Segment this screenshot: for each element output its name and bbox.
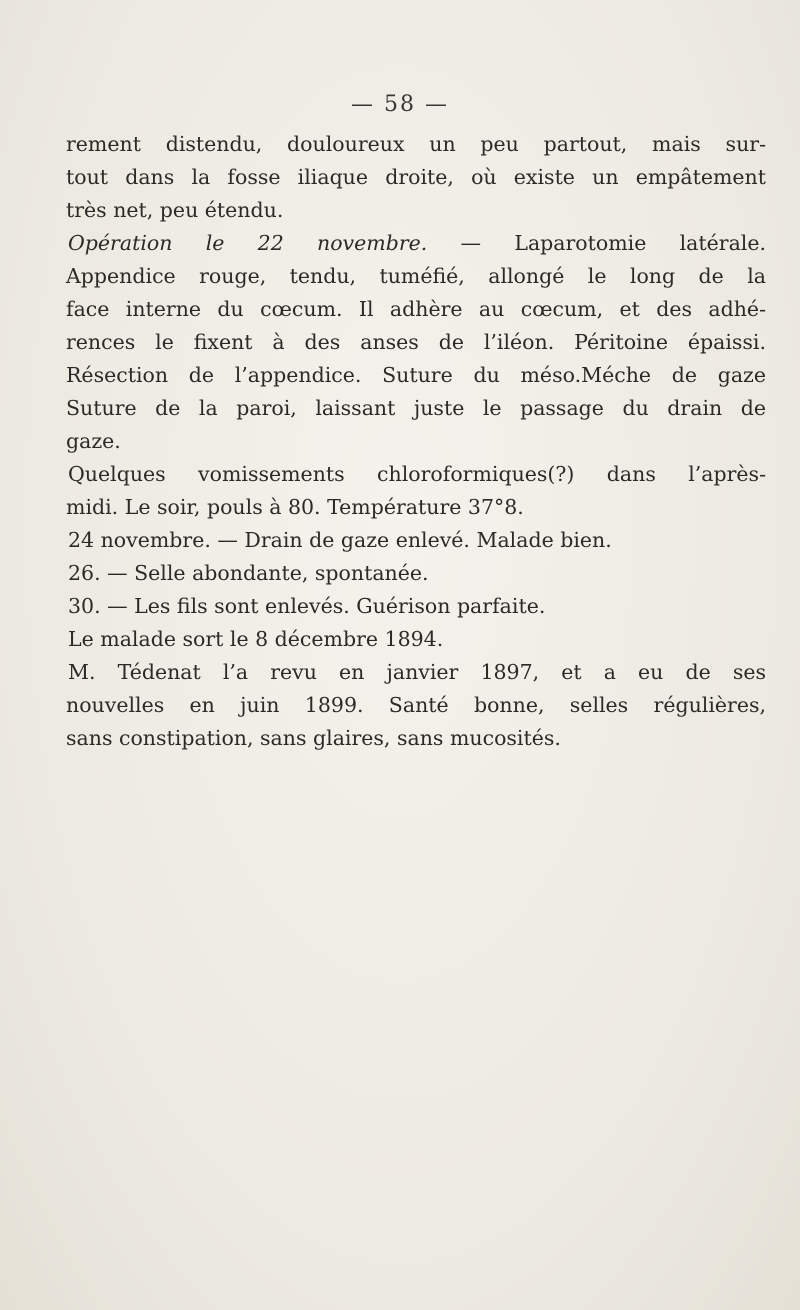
text-line-3: très net, peu étendu. bbox=[66, 198, 284, 222]
text-line-7: rences le fixent à des anses de l’iléon. Péritoine épaissi. bbox=[66, 330, 766, 354]
text-line-4 bbox=[66, 227, 766, 260]
text-line-11: Quelques vomissements chloroformiques(?) dans l’après- bbox=[68, 462, 766, 486]
text-line-19: sans constipation, sans glaires, sans mucosités. bbox=[66, 726, 561, 750]
text-line-5: Appendice rouge, tendu, tuméfié, allongé le long de la bbox=[66, 264, 766, 288]
text-line-14: 26. — Selle abondante, spontanée. bbox=[68, 561, 429, 585]
text-line-18: nouvelles en juin 1899. Santé bonne, selles régulières, bbox=[66, 693, 766, 717]
page-number-header: — 58 — bbox=[351, 92, 449, 117]
text-line-9: Suture de la paroi, laissant juste le passage du drain de bbox=[66, 396, 766, 420]
text-line-15: 30. — Les fils sont enlevés. Guérison parfaite. bbox=[68, 594, 546, 618]
text-line-16: Le malade sort le 8 décembre 1894. bbox=[68, 627, 444, 651]
text-line-4-rest: — Laparotomie latérale. bbox=[427, 231, 766, 255]
text-line-17: M. Tédenat l’a revu en janvier 1897, et a eu de ses bbox=[68, 660, 766, 684]
text-line-8: Résection de l’appendice. Suture du méso.Méche de gaze bbox=[66, 363, 766, 387]
text-line-6: face interne du cœcum. Il adhère au cœcum, et des adhé- bbox=[66, 297, 766, 321]
text-line-1: rement distendu, douloureux un peu partout, mais sur- bbox=[66, 132, 766, 156]
text-line-13: 24 novembre. — Drain de gaze enlevé. Malade bien. bbox=[68, 528, 612, 552]
operation-date-italic: Opération le 22 novembre. bbox=[68, 231, 428, 255]
text-line-10: gaze. bbox=[66, 429, 121, 453]
text-line-12: midi. Le soir, pouls à 80. Température 37°8. bbox=[66, 495, 524, 519]
body-text bbox=[66, 128, 766, 755]
text-line-2: tout dans la fosse iliaque droite, où existe un empâtement bbox=[66, 165, 766, 189]
